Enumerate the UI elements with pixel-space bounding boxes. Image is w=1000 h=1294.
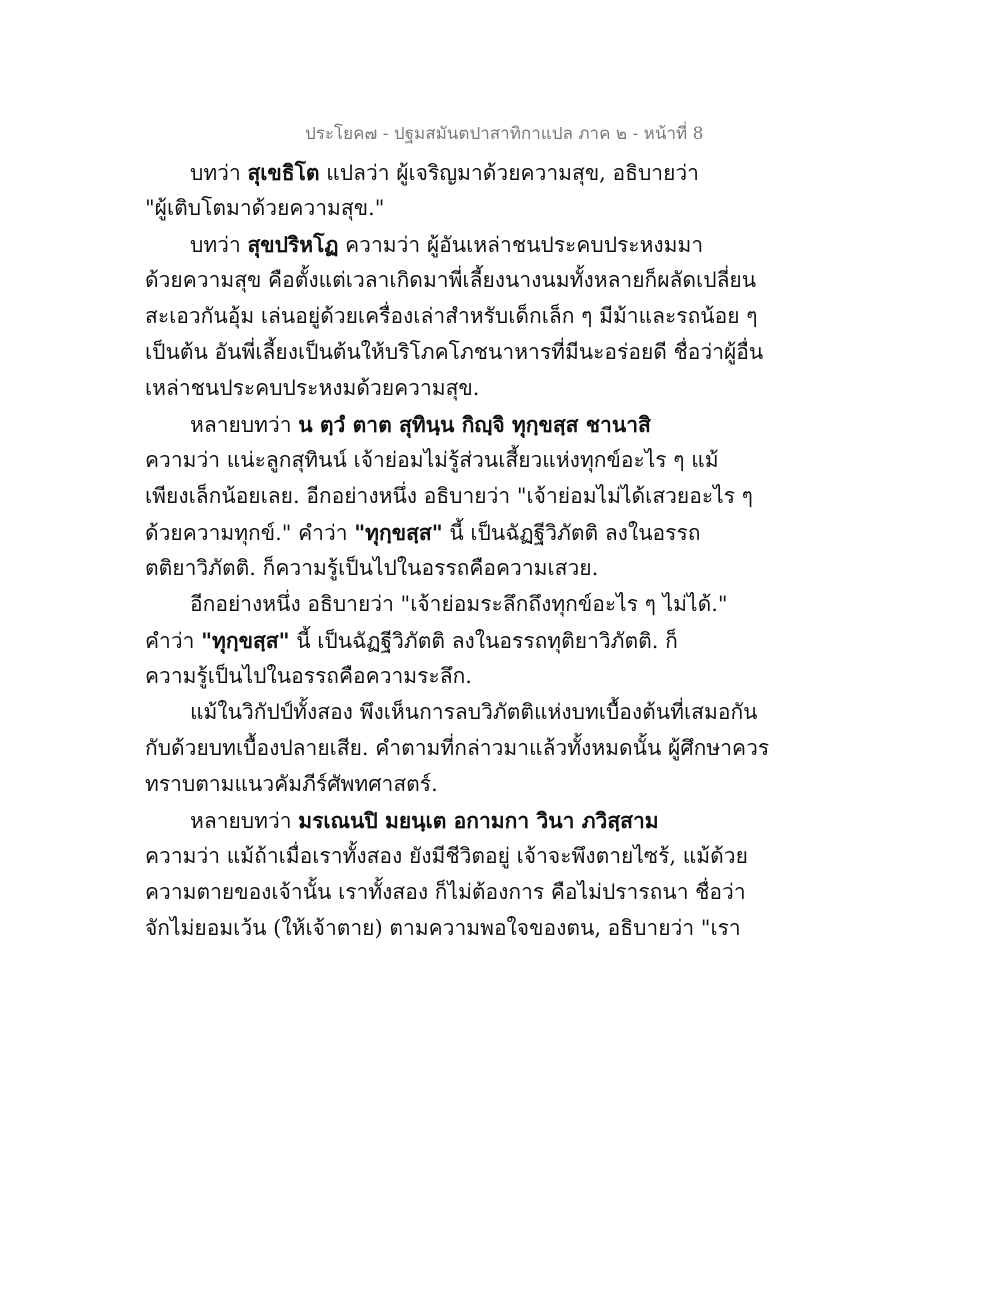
text-line: [145, 446, 719, 475]
pali-term: น ตฺวํ ตาต สุทินฺน กิญฺจิ ทุกฺขสฺส ชานาสิ: [298, 412, 651, 437]
text-line: [145, 482, 753, 511]
paragraph-maranenapi: [145, 806, 748, 943]
text-run: แม้ในวิกัปป์ทั้งสอง พึงเห็นการลบวิภัตติแห่งบทเบื้องต้นที่เสมอกัน: [190, 700, 758, 724]
pali-term: สุขปริหโฏ: [247, 232, 339, 257]
text-line: [145, 878, 746, 907]
text-run: คำว่า: [145, 629, 202, 653]
text-line: [145, 194, 705, 223]
text-run: ความว่า ผู้อันเหล่าชนประคบประหงมมา: [338, 233, 704, 257]
text-run: นี้ เป็นฉัฏฐีวิภัตติ ลงในอรรถทุติยาวิภัตติ. ก็: [289, 629, 678, 653]
text-line: [145, 734, 770, 763]
text-line: [145, 914, 741, 943]
text-run: หลายบทว่า: [190, 809, 299, 833]
text-run: แปลว่า ผู้เจริญมาด้วยความสุข, อธิบายว่า: [319, 161, 699, 185]
text-run: เป็นต้น อันพี่เลี้ยงเป็นต้นให้บริโภคโภชนาหารที่มีนะอร่อยดี ชื่อว่าผู้อื่น: [145, 340, 764, 364]
text-line: [145, 374, 705, 403]
text-run: กับด้วยบทเบื้องปลายเสีย. คำตามที่กล่าวมาแล้วทั้งหมดนั้น ผู้ศึกษาควร: [145, 736, 770, 760]
paragraph-sukhaparihato: [145, 230, 764, 403]
text-line: [145, 806, 705, 835]
text-line: [145, 230, 705, 259]
text-run: ความตายของเจ้านั้น เราทั้งสอง ก็ไม่ต้องการ คือไม่ปรารถนา ชื่อว่า: [145, 880, 746, 904]
text-run: ตติยาวิภัตติ. ก็ความรู้เป็นไปในอรรถคือความเสวย.: [145, 556, 599, 580]
paragraph-na-tvam-tata: [145, 410, 753, 583]
pali-term: "ทุกฺขสฺส": [201, 628, 290, 653]
text-run: ด้วยความทุกข์." คำว่า: [145, 521, 355, 545]
text-line: [145, 338, 764, 367]
text-line: [145, 662, 705, 691]
text-run: เหล่าชนประคบประหงมด้วยความสุข.: [145, 376, 480, 400]
text-line: [145, 554, 705, 583]
text-run: ด้วยความสุข คือตั้งแต่เวลาเกิดมาพี่เลี้ยงนางนมทั้งหลายก็ผลัดเปลี่ยน: [145, 268, 757, 292]
text-line: [145, 410, 705, 439]
pali-term: "ทุกฺขสฺส": [354, 520, 443, 545]
paragraph-alternative-meaning: [145, 590, 728, 691]
paragraph-sukhedhito: [145, 158, 705, 223]
text-run: บทว่า: [190, 161, 248, 185]
text-run: เพียงเล็กน้อยเลย. อีกอย่างหนึ่ง อธิบายว่า "เจ้าย่อมไม่ได้เสวยอะไร ๆ: [145, 484, 753, 508]
text-run: จักไม่ยอมเว้น (ให้เจ้าตาย) ตามความพอใจของตน, อธิบายว่า "เรา: [145, 916, 741, 940]
text-run: ทราบตามแนวคัมภีร์ศัพทศาสตร์.: [145, 772, 438, 796]
text-run: นี้ เป็นฉัฏฐีวิภัตติ ลงในอรรถ: [442, 521, 701, 545]
text-run: หลายบทว่า: [190, 413, 299, 437]
text-line: [145, 770, 705, 799]
text-line: [145, 698, 758, 727]
running-header: ประโยค๗ - ปฐมสมันตปาสาทิกาแปล ภาค ๒ - หน้าที่ 8: [305, 124, 704, 144]
document-body: [145, 158, 770, 950]
pali-term: มรเณนปิ มยนฺเต อกามกา วินา ภวิสฺสาม: [298, 808, 659, 833]
text-run: อีกอย่างหนึ่ง อธิบายว่า "เจ้าย่อมระลึกถึงทุกข์อะไร ๆ ไม่ได้.": [190, 592, 728, 616]
text-run: สะเอวกันอุ้ม เล่นอยู่ด้วยเครื่องเล่าสำหรับเด็กเล็ก ๆ มีม้าและรถน้อย ๆ: [145, 304, 758, 328]
text-line: [145, 302, 758, 331]
text-run: บทว่า: [190, 233, 248, 257]
text-run: "ผู้เติบโตมาด้วยความสุข.": [145, 196, 385, 220]
text-run: ความว่า แม้ถ้าเมื่อเราทั้งสอง ยังมีชีวิตอยู่ เจ้าจะพึงตายไซร้, แม้ด้วย: [145, 844, 748, 868]
text-line: [145, 266, 757, 295]
text-line: [145, 626, 705, 655]
text-line: [145, 518, 705, 547]
text-line: [145, 590, 728, 619]
pali-term: สุเขธิโต: [247, 160, 320, 185]
text-line: [145, 842, 748, 871]
text-line: [145, 158, 705, 187]
text-run: ความว่า แน่ะลูกสุทินน์ เจ้าย่อมไม่รู้ส่วนเสี้ยวแห่งทุกข์อะไร ๆ แม้: [145, 448, 719, 472]
text-run: ความรู้เป็นไปในอรรถคือความระลึก.: [145, 664, 472, 688]
paragraph-both-options: [145, 698, 770, 799]
